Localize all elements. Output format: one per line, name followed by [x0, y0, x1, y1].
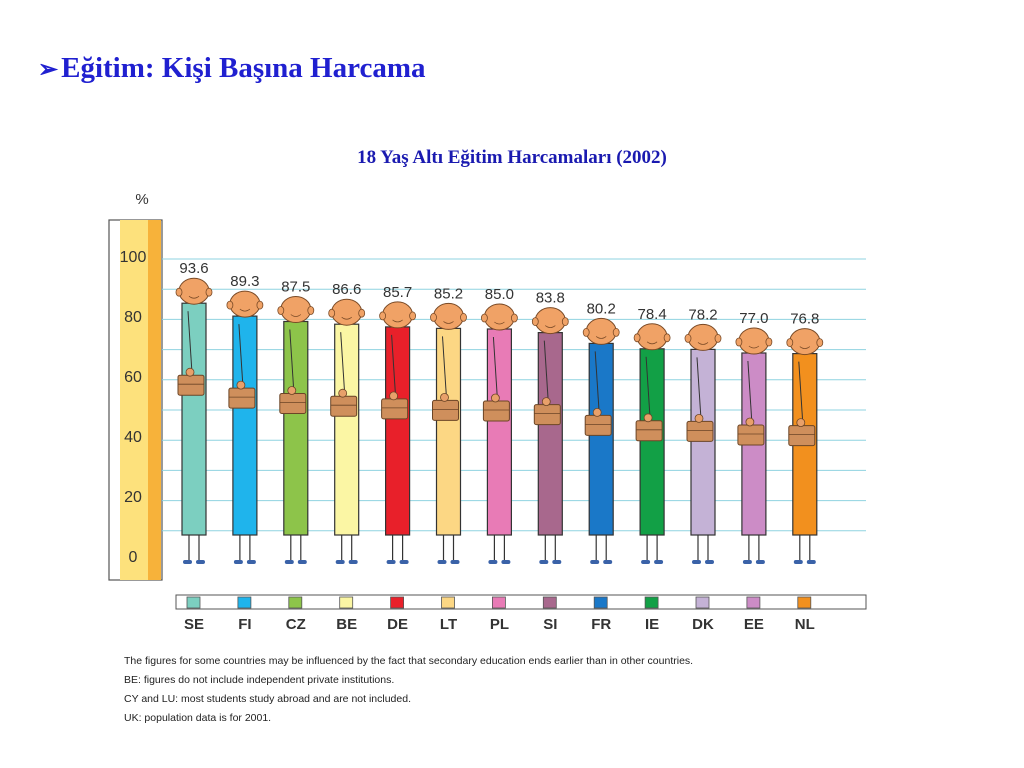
- figure-shoe: [247, 560, 256, 564]
- figure-ear: [380, 312, 386, 320]
- figure-head: [688, 324, 718, 350]
- figure-shoe: [692, 560, 701, 564]
- figure-hand: [288, 387, 296, 395]
- y-axis-ruler-fill: [120, 220, 148, 580]
- legend-label: DK: [692, 616, 714, 633]
- legend-swatch: [187, 597, 200, 608]
- data-label: 87.5: [281, 278, 311, 296]
- figure-shoe: [641, 560, 650, 564]
- bar: [437, 328, 461, 535]
- bar: [386, 327, 410, 535]
- figure-shoe: [234, 560, 243, 564]
- figure-head: [230, 291, 260, 317]
- briefcase: [331, 396, 357, 416]
- figure-ear: [736, 338, 742, 346]
- figure-ear: [257, 301, 263, 309]
- y-axis-ruler-edge: [148, 220, 161, 580]
- y-tick-label: 60: [124, 369, 142, 386]
- figure-hand: [339, 389, 347, 397]
- arrow-bullet-icon: ➢: [38, 57, 59, 83]
- legend-swatch: [391, 597, 404, 608]
- footnote: The figures for some countries may be influenced by the fact that secondary education ends earlier than in other countries.: [124, 655, 694, 667]
- legend-swatch: [594, 597, 607, 608]
- legend: [176, 595, 866, 633]
- legend-swatch: [645, 597, 658, 608]
- footnote: CY and LU: most students study abroad and are not included.: [124, 693, 411, 705]
- chart-title: 18 Yaş Altı Eğitim Harcamaları (2002): [357, 147, 667, 168]
- legend-swatch: [798, 597, 811, 608]
- data-label: 78.4: [637, 305, 667, 323]
- figure-shoe: [590, 560, 599, 564]
- briefcase: [636, 421, 662, 441]
- y-tick-label: 0: [128, 549, 138, 566]
- figure-ear: [410, 312, 416, 320]
- legend-label: FR: [591, 616, 612, 633]
- legend-label: DE: [387, 616, 409, 633]
- figure-shoe: [400, 560, 409, 564]
- figure-ear: [227, 301, 233, 309]
- briefcase: [585, 415, 611, 435]
- figure-ear: [583, 328, 589, 336]
- figure-shoe: [539, 560, 548, 564]
- bar: [691, 349, 715, 535]
- briefcase: [483, 401, 509, 421]
- figure-shoe: [336, 560, 345, 564]
- y-axis-label: %: [135, 191, 149, 208]
- y-tick-label: 20: [124, 489, 142, 506]
- legend-swatch: [442, 597, 455, 608]
- figure-ear: [613, 328, 619, 336]
- legend-label: PL: [489, 616, 509, 633]
- footnote: BE: figures do not include independent private institutions.: [124, 674, 395, 686]
- figure-ear: [511, 314, 517, 322]
- figure-head: [586, 318, 616, 344]
- data-label: 85.0: [484, 286, 515, 303]
- data-label: 85.2: [433, 285, 464, 303]
- legend-swatch: [747, 597, 760, 608]
- figure-shoe: [196, 560, 205, 564]
- figure-head: [281, 297, 311, 323]
- data-label: 78.2: [688, 306, 718, 324]
- figure-shoe: [501, 560, 510, 564]
- figure-ear: [206, 288, 212, 296]
- figure-hand: [593, 408, 601, 416]
- figure-hand: [441, 393, 449, 401]
- briefcase: [687, 421, 713, 441]
- legend-label: IE: [645, 616, 660, 633]
- figure-hand: [746, 418, 754, 426]
- footnotes: [124, 652, 693, 728]
- figure-shoe: [794, 560, 803, 564]
- figure-ear: [817, 339, 823, 347]
- legend-label: FI: [238, 616, 252, 633]
- data-label: 85.7: [382, 283, 413, 301]
- figure-ear: [685, 334, 691, 342]
- data-label: 83.8: [535, 289, 565, 307]
- figure-ear: [766, 338, 772, 346]
- figure-head: [434, 303, 464, 329]
- figure-head: [739, 328, 769, 354]
- figure-ear: [532, 318, 538, 326]
- footnote: UK: population data is for 2001.: [124, 712, 272, 724]
- figure-head: [383, 302, 413, 328]
- legend-label: SI: [543, 616, 558, 633]
- briefcase: [433, 400, 459, 420]
- figure-shoe: [387, 560, 396, 564]
- legend-swatch: [340, 597, 353, 608]
- bar: [538, 333, 562, 535]
- figure-hand: [797, 419, 805, 427]
- bar: [589, 343, 613, 535]
- figure-head: [535, 308, 565, 334]
- figure-ear: [787, 339, 793, 347]
- data-label: 93.6: [179, 260, 209, 278]
- figure-head: [332, 299, 362, 325]
- figure-head: [637, 324, 667, 350]
- figure-ear: [176, 288, 182, 296]
- data-label: 76.8: [790, 310, 820, 328]
- legend-swatch: [289, 597, 302, 608]
- data-label: 86.6: [332, 281, 362, 299]
- legend-frame: [176, 595, 866, 609]
- bar: [284, 322, 308, 536]
- data-label: 89.3: [230, 273, 260, 291]
- bar: [487, 329, 511, 535]
- figure-ear: [431, 313, 437, 321]
- figure-shoe: [298, 560, 307, 564]
- y-tick-label: 100: [119, 249, 147, 266]
- legend-swatch: [696, 597, 709, 608]
- figure-shoe: [743, 560, 752, 564]
- legend-swatch: [543, 597, 556, 608]
- figure-hand: [695, 414, 703, 422]
- figure-ear: [461, 313, 467, 321]
- figure-head: [179, 278, 209, 304]
- legend-swatch: [238, 597, 251, 608]
- figure-shoe: [285, 560, 294, 564]
- briefcase: [178, 375, 204, 395]
- legend-label: LT: [439, 616, 458, 633]
- figure-shoe: [488, 560, 497, 564]
- legend-label: CZ: [285, 616, 306, 633]
- bars: [176, 260, 823, 564]
- legend-label: BE: [336, 616, 358, 633]
- figure-hand: [186, 368, 194, 376]
- figure-head: [790, 329, 820, 355]
- figure-shoe: [807, 560, 816, 564]
- figure-hand: [542, 398, 550, 406]
- legend-label: NL: [794, 616, 815, 633]
- briefcase: [789, 426, 815, 446]
- bar: [335, 324, 359, 535]
- figure-shoe: [438, 560, 447, 564]
- data-label: 80.2: [586, 300, 616, 318]
- legend-label: EE: [743, 616, 764, 633]
- bar: [233, 316, 257, 535]
- y-tick-label: 80: [124, 309, 142, 326]
- figure-ear: [634, 334, 640, 342]
- figure-shoe: [756, 560, 765, 564]
- figure-ear: [562, 318, 568, 326]
- figure-hand: [237, 381, 245, 389]
- figure-shoe: [705, 560, 714, 564]
- figure-shoe: [349, 560, 358, 564]
- figure-ear: [308, 307, 314, 315]
- figure-ear: [359, 309, 365, 317]
- figure-shoe: [451, 560, 460, 564]
- figure-shoe: [603, 560, 612, 564]
- figure-shoe: [552, 560, 561, 564]
- legend-swatch: [492, 597, 505, 608]
- y-tick-label: 40: [124, 429, 142, 446]
- briefcase: [229, 388, 255, 408]
- bar: [640, 349, 664, 535]
- data-label: 77.0: [739, 310, 769, 327]
- figure-ear: [329, 309, 335, 317]
- briefcase: [382, 399, 408, 419]
- figure-hand: [644, 414, 652, 422]
- figure-hand: [491, 394, 499, 402]
- figure-shoe: [654, 560, 663, 564]
- legend-label: SE: [183, 616, 205, 633]
- figure-ear: [664, 334, 670, 342]
- slide-title-text: Eğitim: Kişi Başına Harcama: [61, 52, 426, 84]
- briefcase: [534, 405, 560, 425]
- figure-shoe: [183, 560, 192, 564]
- figure-ear: [481, 314, 487, 322]
- briefcase: [738, 425, 764, 445]
- bar: [182, 303, 206, 535]
- briefcase: [280, 394, 306, 414]
- figure-head: [484, 304, 514, 330]
- figure-ear: [278, 307, 284, 315]
- figure-hand: [390, 392, 398, 400]
- figure-ear: [715, 334, 721, 342]
